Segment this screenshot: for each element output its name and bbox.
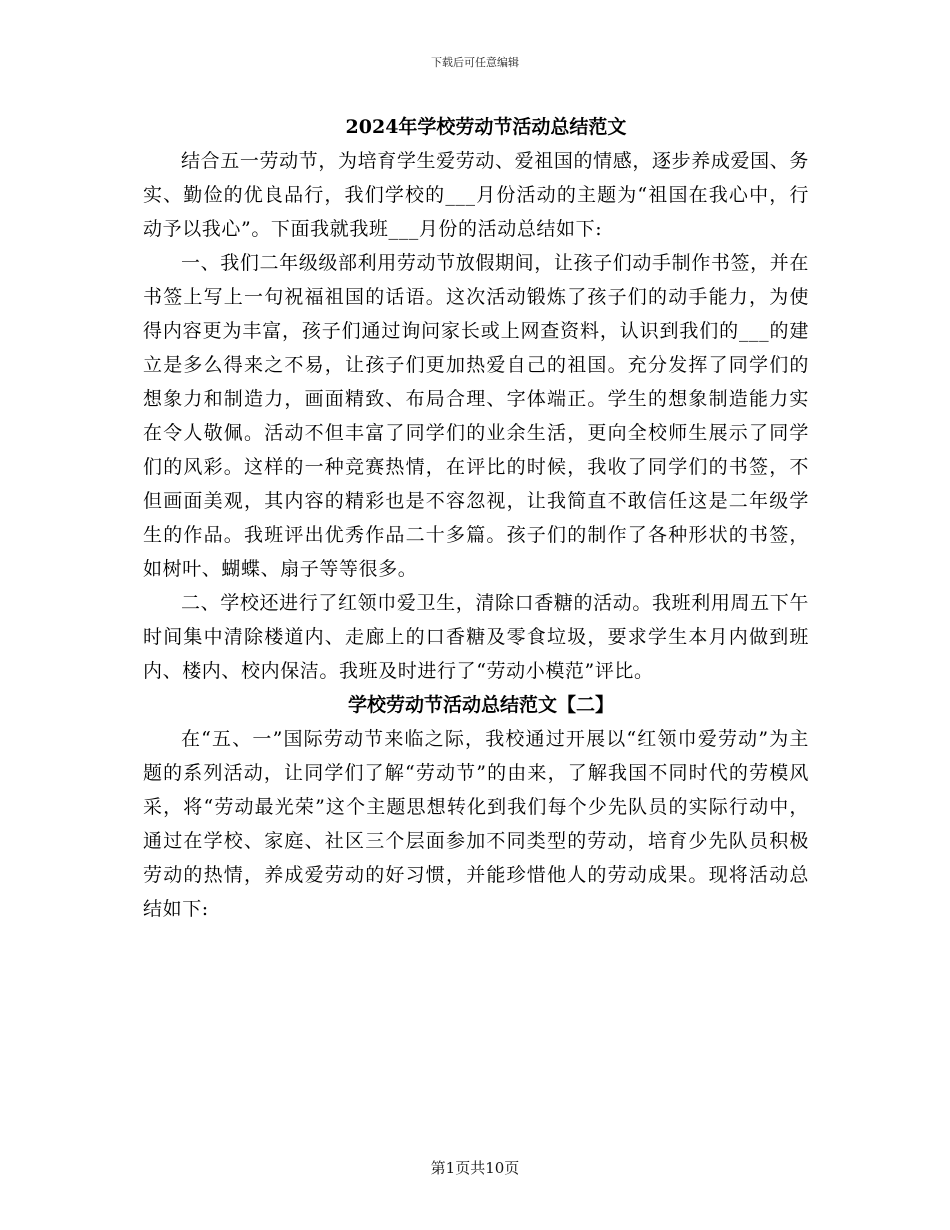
header-note: 下载后可任意编辑 xyxy=(431,56,519,69)
paragraph-section-one: 一、我们二年级级部利用劳动节放假期间，让孩子们动手制作书签，并在书签上写上一句祝福祖国的话语。这次活动锻炼了孩子们的动手能力，为使得内容更为丰富，孩子们通过询问家长或上网查资料，认识到我们的___的建立是多么得来之不易，让孩子们更加热爱自己的祖国。充分发挥了同学们的想象力和制造力，画面精致、布局合理、字体端正。学生的想象制造能力实在令人敬佩。活动不但丰富了同学们的业余生活，更向全校师生展示了同学们的风彩。这样的一种竞赛热情，在评比的时候，我收了同学们的书签，不但画面美观，其内容的精彩也是不容忽视，让我简直不敢信任这是二年级学生的作品。我班评出优秀作品二十多篇。孩子们的制作了各种形状的书签，如树叶、蝴蝶、扇子等等很多。 xyxy=(143,252,809,580)
paragraph-intro: 结合五一劳动节，为培育学生爱劳动、爱祖国的情感，逐步养成爱国、务实、勤俭的优良品行，我们学校的___月份活动的主题为“祖国在我心中，行动予以我心”。下面我就我班___月份的活动总结如下: xyxy=(143,150,809,240)
document-title: 2024年学校劳动节活动总结范文 xyxy=(345,116,627,138)
document-body xyxy=(143,110,809,926)
paragraph-part-two-intro: 在“五、一”国际劳动节来临之际，我校通过开展以“红领巾爱劳动”为主题的系列活动，让同学们了解“劳动节”的由来，了解我国不同时代的劳模风采，将“劳动最光荣”这个主题思想转化到我们每个少先队员的实际行动中，通过在学校、家庭、社区三个层面参加不同类型的劳动，培育少先队员积极劳动的热情，养成爱劳动的好习惯，并能珍惜他人的劳动成果。现将活动总结如下: xyxy=(143,728,809,920)
page-number: 第1页共10页 xyxy=(430,1159,520,1177)
paragraph-section-two: 二、学校还进行了红领巾爱卫生，清除口香糖的活动。我班利用周五下午时间集中清除楼道内、走廊上的口香糖及零食垃圾，要求学生本月内做到班内、楼内、校内保洁。我班及时进行了“劳动小模范”评比。 xyxy=(143,592,809,682)
section-title-two: 学校劳动节活动总结范文【二】 xyxy=(347,694,614,716)
